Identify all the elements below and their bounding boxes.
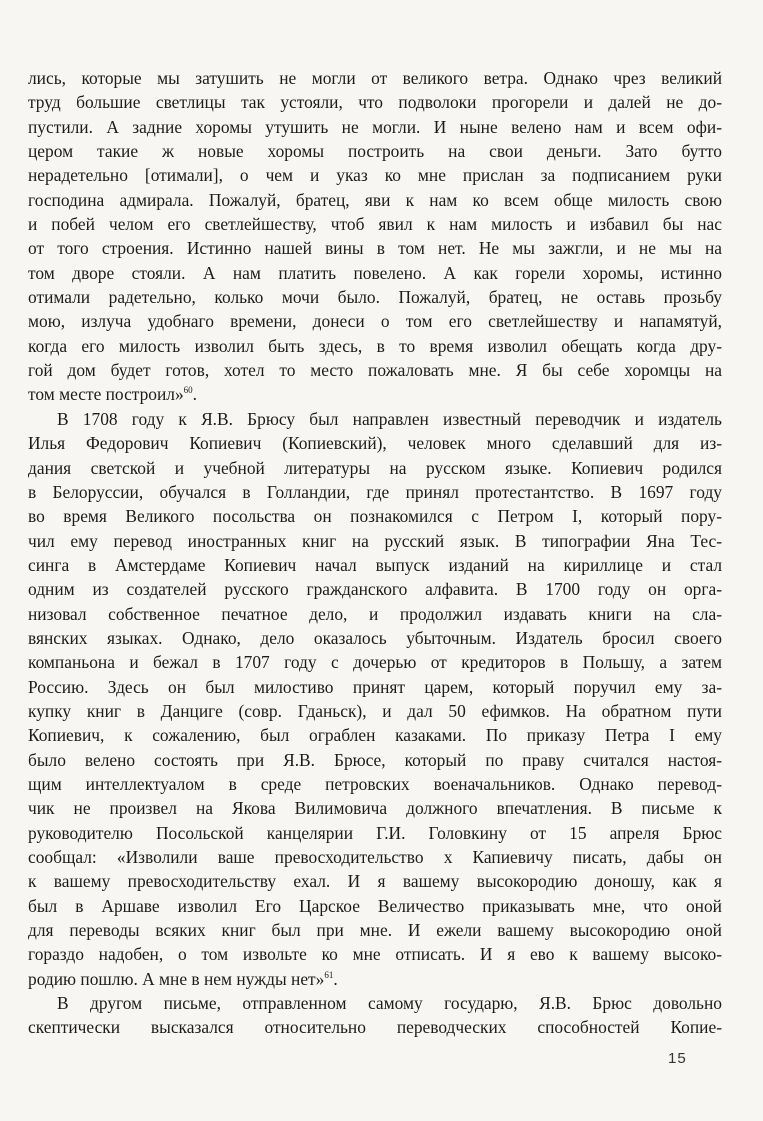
text-line: в Белоруссии, обучался в Голландии, где принял протестантство. В 1697 году <box>28 481 722 502</box>
text-line: и побей челом его светлейшеству, чтоб явил к нам милость и избавил бы нас <box>28 214 722 235</box>
text-line: скептически высказался относительно переводческих способностей Копие- <box>28 1017 722 1038</box>
text-line: компаньона и бежал в 1707 году с дочерью от кредиторов в Польшу, а затем <box>28 652 722 673</box>
text-line: мою, излуча удобнаго времени, донеси о том его светлейшеству и напамятуй, <box>28 311 722 332</box>
text-line: синга в Амстердаме Копиевич начал выпуск изданий на кириллице и стал <box>28 554 722 575</box>
text-line: к вашему превосходительству ехал. И я вашему высокородию доношу, как я <box>28 871 722 892</box>
text-line: для переводы всяких книг был при мне. И ежели вашему высокородию оной <box>28 920 722 941</box>
text-line: отимали радетельно, колько мочи было. Пожалуй, братец, не оставь прозьбу <box>28 287 722 308</box>
text-line: сообщал: «Изволили ваше превосходительство х Капиевичу писать, дабы он <box>28 847 722 867</box>
text-line: чик не произвел на Якова Вилимовича должного впечатления. В письме к <box>28 798 722 819</box>
text-line: В 1708 году к Я.В. Брюсу был направлен известный переводчик и издатель <box>57 408 722 429</box>
text-line: В другом письме, отправленном самому государю, Я.В. Брюс довольно <box>57 993 722 1014</box>
paragraph-3 <box>28 991 722 1040</box>
text-line: пустили. А задние хоромы утушить не могли. И ныне велено нам и всем офи- <box>28 116 722 137</box>
text-line: лись, которые мы затушить не могли от великого ветра. Однако чрез великий <box>28 68 722 88</box>
text-line: щим интеллектуалом в среде петровских военачальников. Однако перевод- <box>28 773 722 794</box>
text-line: было велено состоять при Я.В. Брюсе, который по праву считался настоя- <box>28 749 722 770</box>
page-text <box>28 66 722 1040</box>
text-line-content: родию пошлю. А мне в нем нужды нет» <box>28 968 325 989</box>
footnote-ref-61[interactable]: 61 <box>324 969 334 980</box>
paragraph-2 <box>28 407 722 991</box>
text-line: одним из создателей русского гражданского алфавита. В 1700 году он орга- <box>28 579 722 600</box>
paragraph-1 <box>28 66 722 407</box>
text-line: дания светской и учебной литературы на русском языке. Копиевич родился <box>28 457 722 478</box>
text-line: Копиевич, к сожалению, был ограблен казаками. По приказу Петра I ему <box>28 725 722 746</box>
text-line: господина адмирала. Пожалуй, братец, яви к нам ко всем обще милость свою <box>28 189 722 210</box>
footnote-ref-60[interactable]: 60 <box>183 385 193 396</box>
text-line: Илья Федорович Копиевич (Копиевский), человек много сделавший для из- <box>28 433 722 454</box>
text-line-content: том месте построил» <box>28 384 184 405</box>
text-line: родию пошлю. А мне в нем нужды нет»$^{61}$. <box>28 968 338 989</box>
page-number: 15 <box>668 1050 687 1067</box>
text-line: был в Аршаве изволил Его Царское Величество приказывать мне, что оной <box>28 895 722 916</box>
text-line: Россию. Здесь он был милостиво принят царем, который поручил ему за- <box>28 676 722 697</box>
text-line: вянских языках. Однако, дело оказалось убыточным. Издатель бросил своего <box>28 627 722 648</box>
text-line: цером такие ж новые хоромы построить на свои деньги. Зато бутто <box>28 141 722 162</box>
text-line: том месте построил»$^{60}$. <box>28 384 198 405</box>
text-line: от того строения. Истинно нашей вины в том нет. Не мы зажгли, и не мы на <box>28 238 722 259</box>
text-line: труд большие светлицы так устояли, что подволоки прогорели и далей не до- <box>28 92 722 113</box>
text-line: когда его милость изволил быть здесь, в то время изволил обещать когда дру- <box>28 335 722 356</box>
text-line: низовал собственное печатное дело, и продолжил издавать книги на сла- <box>28 603 722 624</box>
text-line: чил ему перевод иностранных книг на русский язык. В типографии Яна Тес- <box>28 530 722 551</box>
text-line: том дворе стояли. А нам платить повелено. А как горели хоромы, истинно <box>28 262 722 283</box>
text-line: во время Великого посольства он познакомился с Петром I, который пору- <box>28 506 722 527</box>
text-line: купку книг в Данциге (совр. Гданьск), и дал 50 ефимков. На обратном пути <box>28 700 722 721</box>
text-line: гой дом будет готов, хотел то место пожаловать мне. Я бы себе хоромцы на <box>28 360 722 381</box>
text-line: руководителю Посольской канцелярии Г.И. Головкину от 15 апреля Брюс <box>28 822 722 843</box>
text-line: гораздо надобен, о том извольте ко мне отписать. И я ево к вашему высоко- <box>28 944 722 965</box>
text-line: нерадетельно [отимали], о чем и указ ко мне прислан за подписанием руки <box>28 165 722 186</box>
